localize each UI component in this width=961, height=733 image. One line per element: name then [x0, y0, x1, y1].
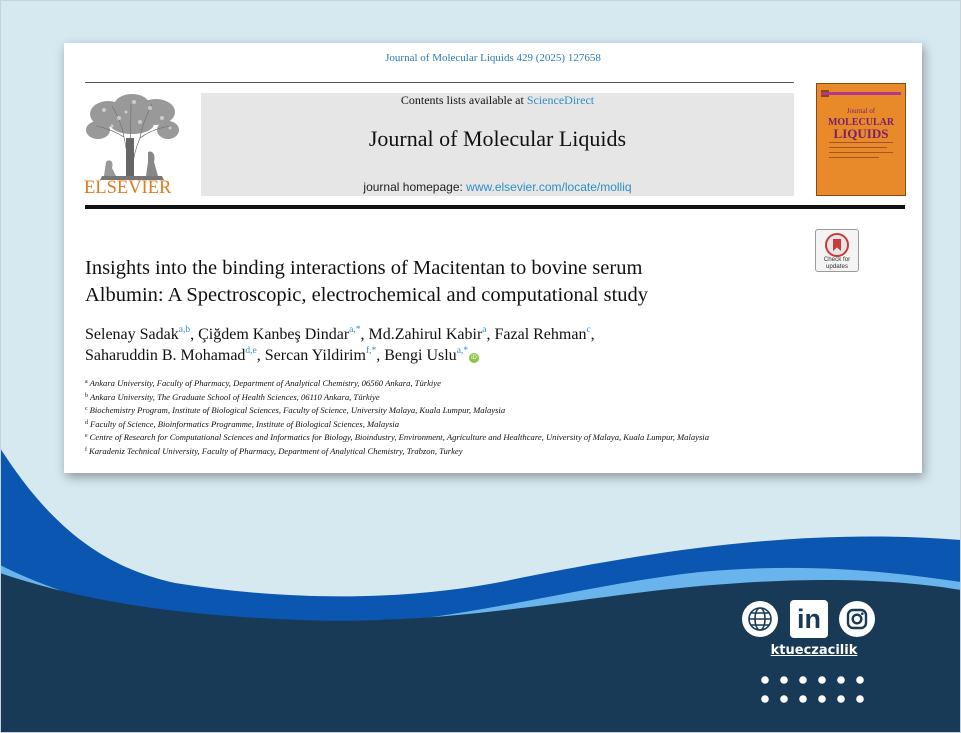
author-affiliation-marks[interactable]: c	[586, 325, 591, 335]
author-affiliation-marks[interactable]: a,*	[349, 325, 361, 335]
affiliation-list	[85, 377, 785, 459]
linkedin-logo-text: in	[797, 604, 821, 634]
author-separator: ,	[376, 347, 385, 364]
article-title-line2: Albumin: A Spectroscopic, electrochemical and computational study	[85, 284, 649, 306]
affiliation-item	[85, 418, 785, 432]
affiliation-key: a	[85, 379, 88, 385]
affiliation-key: e	[85, 433, 88, 440]
affiliation-item	[85, 377, 785, 391]
affiliation-item	[85, 431, 785, 445]
decorative-dot-grid	[758, 674, 870, 706]
affiliation-text: Biochemistry Program, Institute of Biological Sciences, Faculty of Science, University Malaya, Kuala Lumpur, Malaysia	[89, 405, 506, 416]
author-affiliation-marks[interactable]: a	[482, 325, 487, 335]
check-for-updates-button[interactable]	[815, 229, 859, 272]
article-title	[85, 255, 785, 309]
affiliation-text: Karadeniz Technical University, Faculty of Pharmacy, Department of Analytical Chemistry, Trabzon, Turkey	[89, 445, 463, 456]
author-separator: ,	[190, 326, 199, 343]
author-name[interactable]: Saharuddin B. Mohamad	[85, 347, 246, 364]
author-affiliation-marks[interactable]: f,*	[365, 346, 377, 356]
cover-band	[821, 92, 901, 95]
contents-available-line	[201, 93, 794, 108]
homepage-link[interactable]: www.elsevier.com/locate/molliq	[466, 180, 632, 194]
globe-icon[interactable]	[741, 600, 779, 638]
author-affiliation-marks[interactable]: a,b	[178, 325, 191, 335]
affiliation-key: b	[85, 392, 88, 399]
affiliation-text: Ankara University, Faculty of Pharmacy, Department of Analytical Chemistry, 06560 Ankara, Türkiye	[89, 378, 441, 388]
instagram-icon[interactable]	[838, 600, 876, 638]
affiliation-key: c	[85, 406, 88, 413]
article-header-page	[64, 43, 922, 473]
article-title-line1: Insights into the binding interactions of Macitentan to bovine serum	[85, 257, 643, 279]
author-name[interactable]: Çiğdem Kanbeş Dindar	[198, 326, 350, 343]
cover-title	[817, 106, 905, 139]
affiliation-item	[85, 391, 785, 405]
social-handle[interactable]: ktueczacilik	[770, 643, 858, 658]
contents-prefix: Contents lists available at	[400, 93, 527, 107]
author-separator: ,	[590, 326, 595, 343]
cover-title-line1: Journal of	[846, 107, 876, 115]
cover-rule	[829, 152, 893, 153]
cover-rule	[829, 142, 893, 143]
affiliation-item	[85, 445, 785, 459]
affiliation-text: Centre of Research for Computational Sciences and Informatics for Biology, Bioindustry, Environment, Agriculture and Healthcare, University of Malaya, Kuala Lumpur, Malaysia	[89, 432, 709, 443]
affiliation-text: Faculty of Science, Bioinformatics Programme, Institute of Biological Sciences, Malaysia	[90, 418, 399, 429]
cover-title-line2: MOLECULAR	[827, 117, 895, 128]
check-for-updates-label: Check for updates	[823, 256, 851, 270]
author-name[interactable]: Fazal Rehman	[494, 326, 587, 343]
author-name[interactable]: Selenay Sadak	[85, 326, 179, 343]
author-name[interactable]: Sercan Yildirim	[264, 347, 366, 364]
homepage-prefix: journal homepage:	[363, 180, 467, 194]
journal-cover-thumbnail[interactable]	[816, 83, 906, 196]
journal-title: Journal of Molecular Liquids	[368, 126, 627, 151]
author-separator: ,	[256, 347, 265, 364]
author-separator: ,	[486, 326, 495, 343]
cover-rule	[829, 147, 887, 148]
affiliation-text: Ankara University, The Graduate School of Health Sciences, 06110 Ankara, Türkiye	[90, 391, 380, 402]
affiliation-key: f	[85, 446, 87, 453]
affiliation-item	[85, 404, 785, 418]
header-divider	[85, 205, 905, 209]
linkedin-icon[interactable]	[790, 600, 828, 638]
journal-header-box	[201, 93, 794, 196]
journal-homepage-line	[201, 180, 794, 194]
author-affiliation-marks[interactable]: d,e	[245, 346, 257, 356]
author-name[interactable]: Md.Zahirul Kabir	[368, 326, 483, 343]
sciencedirect-link[interactable]: ScienceDirect	[526, 93, 595, 107]
author-name[interactable]: Bengi Uslu	[384, 347, 457, 364]
elsevier-wordmark: ELSEVIER	[84, 178, 172, 198]
affiliation-key: d	[85, 419, 88, 426]
cover-rule	[829, 157, 879, 158]
cover-title-line3: LIQUIDS	[833, 126, 889, 141]
author-separator: ,	[360, 326, 369, 343]
author-affiliation-marks[interactable]: a,*	[456, 346, 469, 356]
bookmark-icon	[825, 233, 849, 257]
top-divider	[85, 82, 794, 83]
author-list	[85, 324, 845, 366]
journal-reference[interactable]: Journal of Molecular Liquids 429 (2025) 127658	[385, 52, 601, 64]
orcid-icon[interactable]: iD	[469, 353, 479, 363]
